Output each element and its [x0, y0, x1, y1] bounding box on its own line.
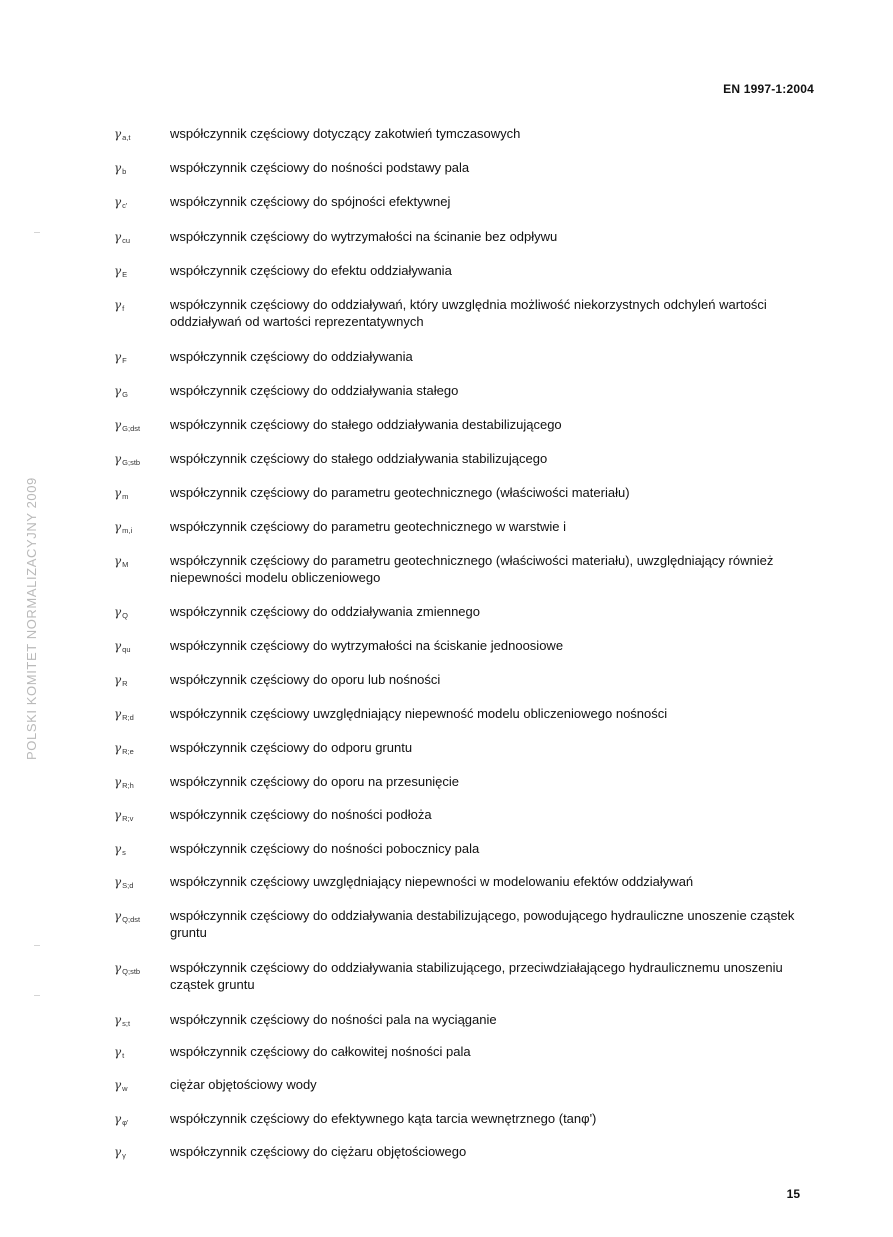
symbol — [114, 418, 140, 433]
symbol-description: współczynnik częściowy do nośności podstawy pala — [170, 160, 470, 175]
symbol — [114, 230, 130, 245]
symbol — [114, 520, 132, 535]
symbol-base: γ — [114, 384, 122, 398]
symbol-description: współczynnik częściowy do spójności efektywnej — [170, 194, 451, 209]
symbol-base: γ — [114, 775, 122, 789]
symbol-subscript: qu — [122, 645, 131, 654]
symbol-base: γ — [114, 707, 122, 721]
symbol-base: γ — [114, 520, 122, 534]
symbol-base: γ — [114, 1045, 122, 1059]
symbol-subscript: M — [122, 560, 129, 569]
symbol-subscript: Q — [122, 611, 129, 620]
watermark: POLSKI KOMITET NORMALIZACYJNY 2009 — [24, 477, 39, 760]
symbol — [114, 195, 127, 210]
symbol-base: γ — [114, 875, 122, 889]
symbol-subscript: R;e — [122, 747, 134, 756]
symbol-subscript: c' — [122, 201, 128, 210]
symbol-description: współczynnik częściowy dotyczący zakotwień tymczasowych — [170, 126, 521, 141]
symbol-description: współczynnik częściowy uwzględniający niepewność modelu obliczeniowego nośności — [170, 706, 668, 721]
symbol-base: γ — [114, 554, 122, 568]
symbol-description: współczynnik częściowy do odporu gruntu — [170, 740, 413, 755]
symbol — [114, 298, 124, 313]
symbol — [114, 605, 128, 620]
symbol — [114, 808, 133, 823]
symbol-description: współczynnik częściowy do wytrzymałości na ściskanie jednoosiowe — [170, 638, 564, 653]
symbol-base: γ — [114, 1112, 122, 1126]
symbol-description: współczynnik częściowy uwzględniający niepewności w modelowaniu efektów oddziaływań — [170, 874, 694, 889]
symbol — [114, 1013, 130, 1028]
symbol — [114, 1078, 128, 1093]
symbol-description: współczynnik częściowy do całkowitej nośności pala — [170, 1044, 471, 1059]
symbol-subscript: s — [122, 848, 126, 857]
symbol-base: γ — [114, 264, 122, 278]
symbol — [114, 161, 126, 176]
symbol-subscript: E — [122, 270, 128, 279]
symbol-base: γ — [114, 639, 122, 653]
symbol-description: współczynnik częściowy do nośności pobocznicy pala — [170, 841, 480, 856]
symbol-base: γ — [114, 452, 122, 466]
symbol-description: współczynnik częściowy do oddziaływania stabilizującego, przeciwdziałającego hydraulicznemu unoszeniu cząstek gruntu — [170, 960, 783, 992]
symbol — [114, 264, 127, 279]
symbol — [114, 1145, 126, 1160]
symbol-subscript: γ — [122, 1151, 126, 1160]
symbol-subscript: G;dst — [122, 424, 141, 433]
symbol-description: współczynnik częściowy do oddziaływania — [170, 349, 413, 364]
symbol-subscript: s;t — [122, 1019, 131, 1028]
symbol-description: współczynnik częściowy do oporu na przesunięcie — [170, 774, 460, 789]
symbol-description: współczynnik częściowy do oddziaływania zmiennego — [170, 604, 480, 619]
symbol-base: γ — [114, 230, 122, 244]
symbol-description: współczynnik częściowy do stałego oddziaływania stabilizującego — [170, 451, 548, 466]
symbol-base: γ — [114, 842, 122, 856]
symbol — [114, 554, 128, 569]
symbol-base: γ — [114, 195, 122, 209]
symbol — [114, 1112, 128, 1127]
symbol-base: γ — [114, 161, 122, 175]
symbol-base: γ — [114, 909, 122, 923]
page-number: 15 — [786, 1187, 800, 1201]
symbol-subscript: F — [122, 356, 127, 365]
symbol — [114, 707, 134, 722]
symbol — [114, 486, 128, 501]
symbol-description: współczynnik częściowy do oddziaływań, który uwzględnia możliwość niekorzystnych odchyleń wartości oddziaływań od wartości reprezentatywnych — [170, 297, 767, 329]
symbol-base: γ — [114, 605, 122, 619]
symbol — [114, 875, 133, 890]
symbol-description: współczynnik częściowy do parametru geotechnicznego w warstwie i — [170, 519, 566, 534]
symbol-description: współczynnik częściowy do parametru geotechnicznego (właściwości materiału), uwzględniający również niepewności modelu obliczeniowego — [170, 553, 774, 585]
symbol-description: ciężar objętościowy wody — [170, 1077, 317, 1092]
symbol-description: współczynnik częściowy do nośności pala na wyciąganie — [170, 1012, 497, 1027]
symbol — [114, 741, 134, 756]
symbol-base: γ — [114, 673, 122, 687]
symbol-subscript: G;stb — [122, 458, 141, 467]
symbol-base: γ — [114, 350, 122, 364]
symbol-description: współczynnik częściowy do oddziaływania destabilizującego, powodującego hydrauliczne unoszenie cząstek gruntu — [170, 908, 795, 940]
symbol-base: γ — [114, 418, 122, 432]
margin-mark — [34, 995, 40, 996]
symbol-subscript: R;v — [122, 814, 134, 823]
symbol-subscript: a,t — [122, 133, 131, 142]
symbol-description: współczynnik częściowy do wytrzymałości na ścinanie bez odpływu — [170, 229, 558, 244]
symbol-description: współczynnik częściowy do efektu oddziaływania — [170, 263, 452, 278]
symbol-subscript: b — [122, 167, 127, 176]
symbol-description: współczynnik częściowy do parametru geotechnicznego (właściwości materiału) — [170, 485, 630, 500]
symbol-subscript: S;d — [122, 881, 134, 890]
document-id: EN 1997-1:2004 — [723, 82, 814, 96]
symbol-base: γ — [114, 961, 122, 975]
margin-mark — [34, 945, 40, 946]
symbol — [114, 842, 126, 857]
symbol-description: współczynnik częściowy do nośności podłoża — [170, 807, 432, 822]
symbol-subscript: R — [122, 679, 128, 688]
symbol-base: γ — [114, 298, 122, 312]
symbol-base: γ — [114, 741, 122, 755]
symbol — [114, 452, 140, 467]
symbol-subscript: m,i — [122, 526, 133, 535]
symbol-description: współczynnik częściowy do stałego oddziaływania destabilizującego — [170, 417, 562, 432]
symbol-base: γ — [114, 1013, 122, 1027]
symbol-subscript: m — [122, 492, 129, 501]
symbol — [114, 639, 131, 654]
symbol-subscript: cu — [122, 236, 131, 245]
symbol-subscript: Q;stb — [122, 967, 141, 976]
symbol-description: współczynnik częściowy do oporu lub nośności — [170, 672, 441, 687]
symbol-description: współczynnik częściowy do oddziaływania stałego — [170, 383, 459, 398]
symbol-base: γ — [114, 1145, 122, 1159]
symbol-subscript: t — [122, 1051, 125, 1060]
margin-mark — [34, 232, 40, 233]
symbol-subscript: R;h — [122, 781, 134, 790]
symbol — [114, 909, 140, 924]
symbol — [114, 961, 140, 976]
symbol-base: γ — [114, 127, 122, 141]
symbol — [114, 127, 131, 142]
symbol — [114, 350, 127, 365]
symbol — [114, 384, 128, 399]
symbol — [114, 775, 134, 790]
symbol-subscript: w — [122, 1084, 128, 1093]
symbol-subscript: R;d — [122, 713, 134, 722]
symbol-description: współczynnik częściowy do ciężaru objętościowego — [170, 1144, 467, 1159]
symbol-subscript: Q;dst — [122, 915, 141, 924]
symbol-base: γ — [114, 808, 122, 822]
symbol — [114, 673, 128, 688]
symbol-base: γ — [114, 486, 122, 500]
symbol-subscript: f — [122, 304, 125, 313]
symbol-subscript: G — [122, 390, 129, 399]
symbol-description: współczynnik częściowy do efektywnego kąta tarcia wewnętrznego (tanφ') — [170, 1111, 597, 1126]
symbol-base: γ — [114, 1078, 122, 1092]
symbol-subscript: φ' — [122, 1118, 129, 1127]
symbol — [114, 1045, 124, 1060]
